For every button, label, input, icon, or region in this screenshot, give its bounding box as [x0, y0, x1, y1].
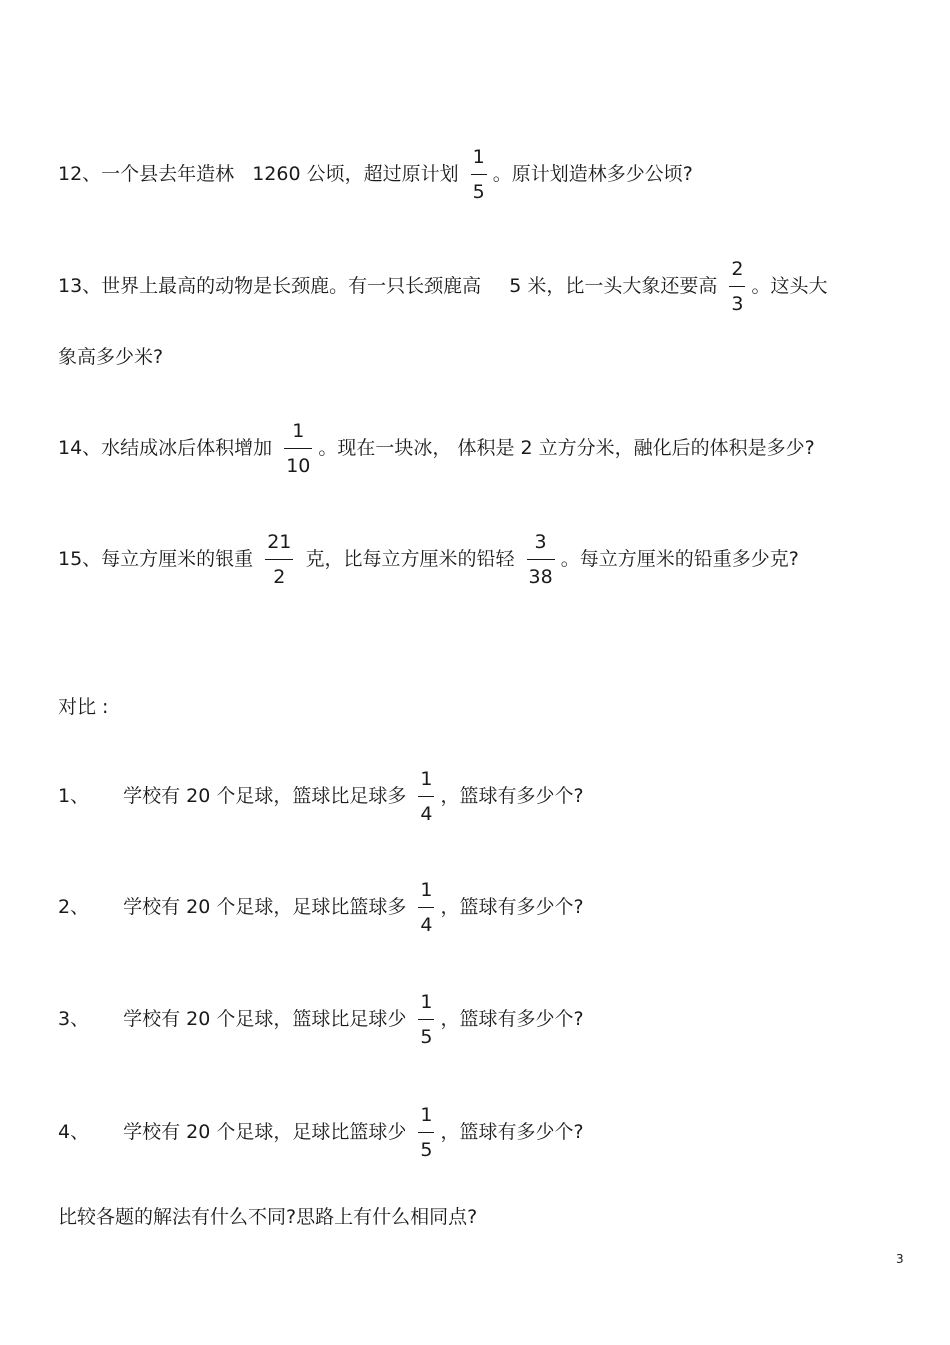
compare-4-number: 4、	[58, 1121, 90, 1143]
q13-text-c: 。这头大	[751, 275, 828, 297]
compare-3-frac-num: 1	[420, 991, 433, 1013]
q14-text-a: 14、水结成冰后体积增加	[58, 437, 279, 459]
compare-3-fraction	[418, 991, 434, 1048]
q12-text-a: 12、一个县去年造林	[58, 163, 241, 185]
q13-fraction	[729, 258, 745, 315]
compare-title-text: 对比 :	[58, 696, 109, 718]
q15-frac1-num: 21	[267, 531, 292, 553]
compare-title	[58, 695, 108, 719]
compare-1-text-a: 学校有 20 个足球，篮球比足球多	[123, 785, 413, 807]
compare-3-text-c: ，篮球有多少个?	[440, 1008, 584, 1030]
q15-frac2-num: 3	[534, 531, 547, 553]
question-13-continued	[58, 345, 163, 369]
compare-3-number: 3、	[58, 1008, 90, 1030]
compare-1-frac-den: 4	[420, 803, 433, 825]
q15-text-a: 15、每立方厘米的银重	[58, 548, 260, 570]
compare-4-fraction	[418, 1104, 434, 1161]
compare-4-frac-den: 5	[420, 1139, 433, 1161]
question-15	[58, 531, 799, 588]
question-14	[58, 420, 815, 477]
compare-3-frac-den: 5	[420, 1026, 433, 1048]
compare-1-frac-num: 1	[420, 768, 433, 790]
compare-item-3	[58, 991, 584, 1048]
compare-1-fraction	[418, 768, 434, 825]
q12-fraction	[471, 146, 487, 203]
q13-frac-den: 3	[731, 293, 744, 315]
closing-question	[58, 1205, 477, 1229]
compare-2-frac-den: 4	[420, 914, 433, 936]
q13-text-d: 象高多少米?	[58, 346, 164, 368]
compare-2-text-a: 学校有 20 个足球，足球比篮球多	[123, 896, 413, 918]
compare-4-frac-num: 1	[420, 1104, 433, 1126]
question-12	[58, 146, 693, 203]
compare-1-text-c: ，篮球有多少个?	[440, 785, 584, 807]
compare-item-4	[58, 1104, 584, 1161]
q12-text-c: 。原计划造林多少公顷?	[492, 163, 693, 185]
q14-fraction	[284, 420, 312, 477]
compare-2-number: 2、	[58, 896, 90, 918]
q13-frac-num: 2	[731, 258, 744, 280]
q12-text-b: 1260 公顷，超过原计划	[252, 163, 465, 185]
compare-item-2	[58, 879, 584, 936]
q15-fraction-2	[527, 531, 555, 588]
q12-frac-den: 5	[472, 181, 485, 203]
q15-fraction-1	[265, 531, 293, 588]
q13-text-a: 13、世界上最高的动物是长颈鹿。有一只长颈鹿高	[58, 275, 488, 297]
q14-text-c: 。现在一块冰， 体积是 2 立方分米，融化后的体积是多少?	[318, 437, 815, 459]
q15-frac1-den: 2	[273, 566, 286, 588]
q15-frac2-den: 38	[528, 566, 553, 588]
q13-text-b: 5 米，比一头大象还要高	[509, 275, 724, 297]
compare-2-frac-num: 1	[420, 879, 433, 901]
q12-frac-num: 1	[472, 146, 485, 168]
compare-2-text-c: ，篮球有多少个?	[440, 896, 584, 918]
compare-2-fraction	[418, 879, 434, 936]
q14-frac-den: 10	[286, 455, 311, 477]
q14-frac-num: 1	[292, 420, 305, 442]
page-number: 3	[896, 1252, 904, 1266]
compare-3-text-a: 学校有 20 个足球，篮球比足球少	[123, 1008, 413, 1030]
closing-text: 比较各题的解法有什么不同?思路上有什么相同点?	[58, 1206, 478, 1228]
compare-4-text-a: 学校有 20 个足球，足球比篮球少	[123, 1121, 413, 1143]
compare-item-1	[58, 768, 584, 825]
q15-text-c: 。每立方厘米的铅重多少克?	[560, 548, 799, 570]
question-13	[58, 258, 828, 315]
compare-4-text-c: ，篮球有多少个?	[440, 1121, 584, 1143]
q15-text-b: 克，比每立方厘米的铅轻	[299, 548, 521, 570]
compare-1-number: 1、	[58, 785, 90, 807]
